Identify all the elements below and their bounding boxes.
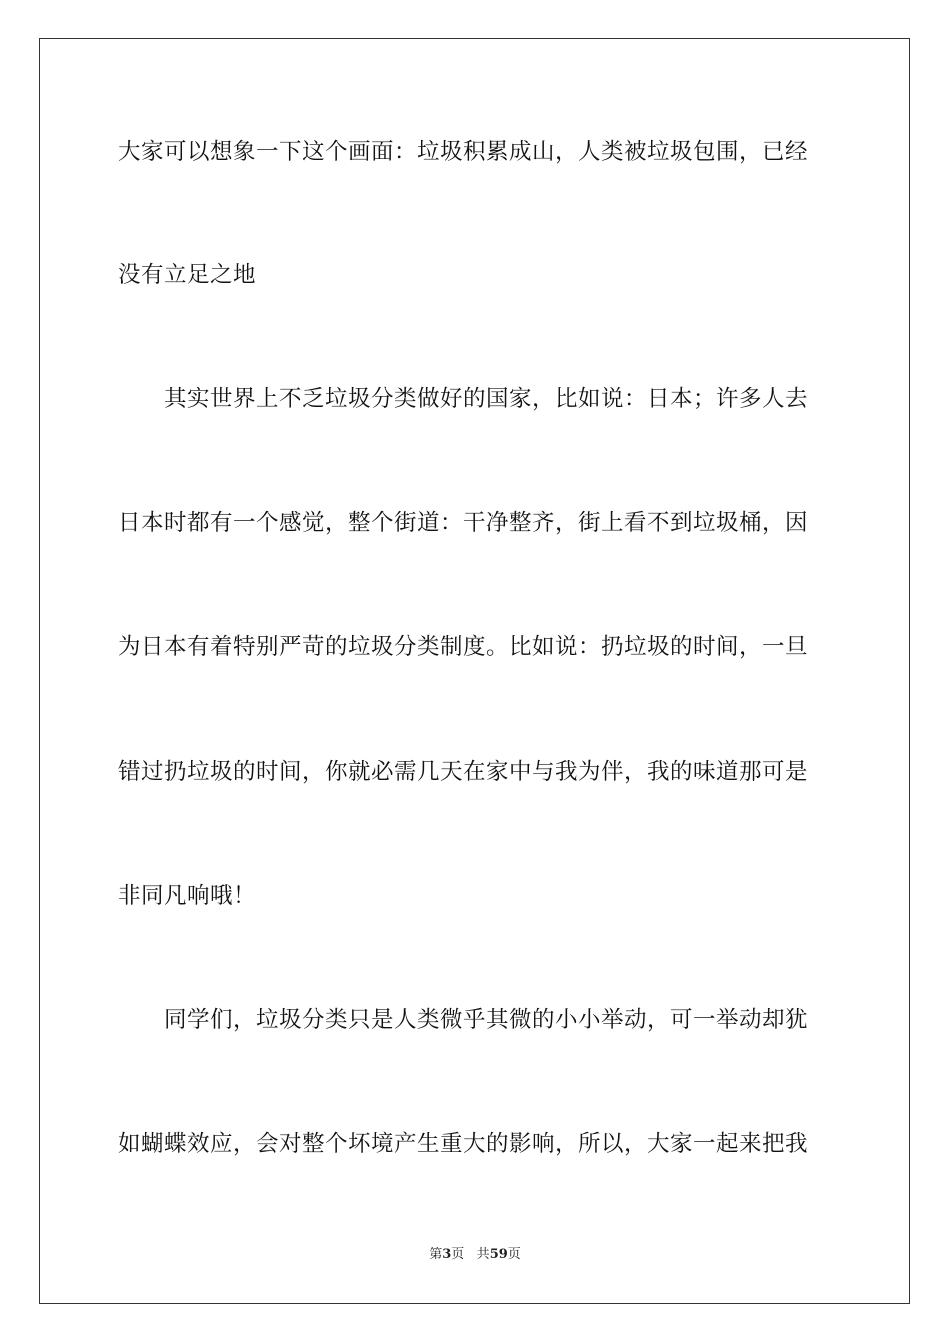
footer-page-suffix: 页	[451, 1247, 465, 1262]
footer-page-number: 3	[442, 1247, 452, 1262]
footer-total-pages: 59	[489, 1247, 508, 1262]
footer-total-suffix: 页	[507, 1247, 521, 1262]
footer-page-prefix: 第	[429, 1247, 443, 1262]
text-line-9: 如蝴蝶效应，会对整个坏境产生重大的影响，所以，大家一起来把我	[118, 1131, 809, 1157]
text-line-4: 日本时都有一个感觉，整个街道：干净整齐，街上看不到垃圾桶，因	[118, 510, 809, 536]
text-line-1: 大家可以想象一下这个画面：垃圾积累成山，人类被垃圾包围，已经	[118, 139, 809, 165]
text-line-8: 同学们，垃圾分类只是人类微乎其微的小小举动，可一举动却犹	[118, 1007, 809, 1033]
footer-total-prefix: 共	[476, 1247, 490, 1262]
text-line-5: 为日本有着特别严苛的垃圾分类制度。比如说：扔垃圾的时间，一旦	[118, 634, 809, 660]
page-border	[39, 38, 910, 1304]
text-line-3: 其实世界上不乏垃圾分类做好的国家，比如说：日本；许多人去	[118, 386, 809, 412]
page-footer	[0, 1246, 950, 1264]
text-line-7: 非同凡响哦！	[118, 883, 257, 909]
text-line-6: 错过扔垃圾的时间，你就必需几天在家中与我为伴，我的味道那可是	[118, 759, 809, 785]
text-line-2: 没有立足之地	[118, 262, 257, 288]
